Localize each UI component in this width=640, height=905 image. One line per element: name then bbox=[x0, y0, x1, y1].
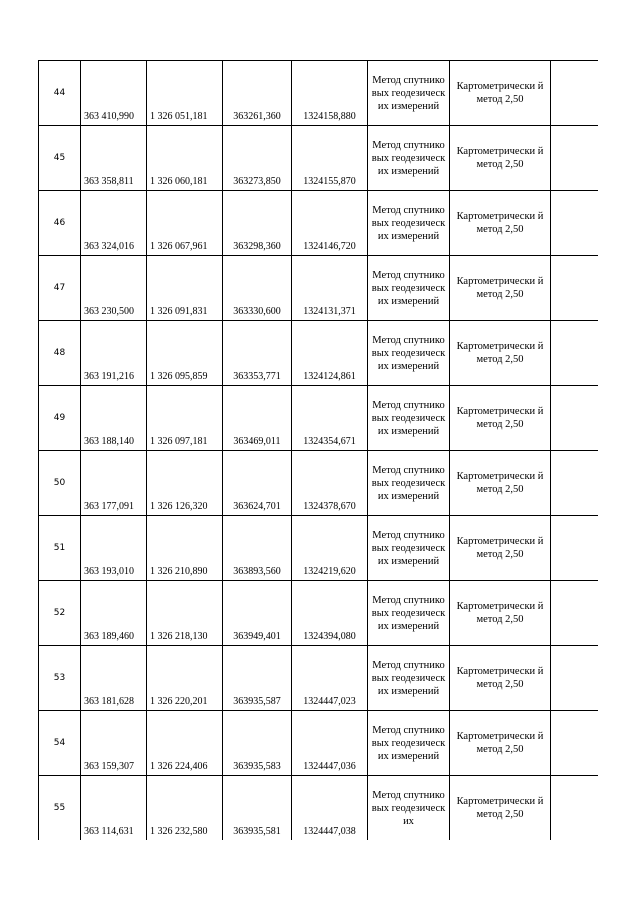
y-new-cell bbox=[292, 451, 368, 516]
accuracy-cell bbox=[450, 191, 551, 256]
table-row bbox=[39, 581, 599, 646]
y-old-cell bbox=[147, 516, 223, 581]
table-row bbox=[39, 191, 599, 256]
accuracy-text: Картометрически й метод 2,50 bbox=[456, 276, 544, 300]
y-new-cell bbox=[292, 711, 368, 776]
method-text: Метод спутниковых геодезических измерений bbox=[371, 269, 446, 307]
y-new-cell bbox=[292, 256, 368, 321]
accuracy-cell bbox=[450, 126, 551, 191]
point-number: 46 bbox=[53, 218, 66, 228]
table-row bbox=[39, 776, 599, 841]
x-new-cell bbox=[223, 646, 292, 711]
table-row bbox=[39, 61, 599, 126]
x-new-cell bbox=[223, 191, 292, 256]
point-number-cell bbox=[39, 321, 81, 386]
accuracy-cell bbox=[450, 776, 551, 841]
x-new-value: 363298,360 bbox=[233, 241, 281, 252]
note-cell bbox=[551, 451, 599, 516]
method-cell bbox=[368, 321, 450, 386]
y-new-value: 1324146,720 bbox=[303, 241, 356, 252]
point-number-cell bbox=[39, 386, 81, 451]
x-old-cell bbox=[81, 451, 147, 516]
y-old-value: 1 326 224,406 bbox=[150, 761, 208, 772]
y-new-value: 1324394,080 bbox=[303, 631, 356, 642]
point-number-cell bbox=[39, 191, 81, 256]
point-number-cell bbox=[39, 451, 81, 516]
x-new-value: 363353,771 bbox=[233, 371, 281, 382]
point-number-cell bbox=[39, 581, 81, 646]
y-old-cell bbox=[147, 191, 223, 256]
y-old-value: 1 326 051,181 bbox=[150, 111, 208, 122]
y-new-cell bbox=[292, 321, 368, 386]
method-cell bbox=[368, 711, 450, 776]
x-new-cell bbox=[223, 321, 292, 386]
note-cell bbox=[551, 646, 599, 711]
accuracy-cell bbox=[450, 61, 551, 126]
x-new-value: 363893,560 bbox=[233, 566, 281, 577]
note-cell bbox=[551, 711, 599, 776]
point-number-cell bbox=[39, 711, 81, 776]
method-cell bbox=[368, 126, 450, 191]
y-old-value: 1 326 067,961 bbox=[150, 241, 208, 252]
point-number-cell bbox=[39, 646, 81, 711]
point-number-cell bbox=[39, 776, 81, 841]
accuracy-cell bbox=[450, 451, 551, 516]
x-old-value: 363 193,010 bbox=[84, 566, 134, 577]
coordinates-table bbox=[38, 60, 598, 840]
accuracy-text: Картометрически й метод 2,50 bbox=[456, 731, 544, 755]
note-cell bbox=[551, 581, 599, 646]
y-old-value: 1 326 097,181 bbox=[150, 436, 208, 447]
x-new-value: 363330,600 bbox=[233, 306, 281, 317]
y-new-value: 1324219,620 bbox=[303, 566, 356, 577]
x-old-cell bbox=[81, 386, 147, 451]
y-new-cell bbox=[292, 126, 368, 191]
method-text: Метод спутниковых геодезических измерений bbox=[371, 594, 446, 632]
accuracy-text: Картометрически й метод 2,50 bbox=[456, 406, 544, 430]
y-old-value: 1 326 210,890 bbox=[150, 566, 208, 577]
x-new-value: 363273,850 bbox=[233, 176, 281, 187]
table-row bbox=[39, 321, 599, 386]
x-new-cell bbox=[223, 581, 292, 646]
point-number: 47 bbox=[53, 283, 66, 293]
note-cell bbox=[551, 191, 599, 256]
note-cell bbox=[551, 126, 599, 191]
y-old-value: 1 326 060,181 bbox=[150, 176, 208, 187]
x-old-value: 363 358,811 bbox=[84, 176, 134, 187]
accuracy-cell bbox=[450, 256, 551, 321]
table-row bbox=[39, 516, 599, 581]
y-new-value: 1324354,671 bbox=[303, 436, 356, 447]
x-old-value: 363 230,500 bbox=[84, 306, 134, 317]
x-old-value: 363 191,216 bbox=[84, 371, 134, 382]
accuracy-text: Картометрически й метод 2,50 bbox=[456, 601, 544, 625]
coordinates-table-wrapper bbox=[38, 60, 598, 840]
point-number: 54 bbox=[53, 738, 66, 748]
y-new-cell bbox=[292, 516, 368, 581]
point-number-cell bbox=[39, 256, 81, 321]
y-new-cell bbox=[292, 61, 368, 126]
y-new-value: 1324155,870 bbox=[303, 176, 356, 187]
accuracy-text: Картометрически й метод 2,50 bbox=[456, 536, 544, 560]
note-cell bbox=[551, 516, 599, 581]
method-text: Метод спутниковых геодезических измерений bbox=[371, 464, 446, 502]
method-cell bbox=[368, 516, 450, 581]
x-old-value: 363 177,091 bbox=[84, 501, 134, 512]
point-number: 53 bbox=[53, 673, 66, 683]
point-number: 50 bbox=[53, 478, 66, 488]
x-new-cell bbox=[223, 451, 292, 516]
y-new-value: 1324447,038 bbox=[303, 826, 356, 837]
method-cell bbox=[368, 646, 450, 711]
method-cell bbox=[368, 256, 450, 321]
x-new-value: 363949,401 bbox=[233, 631, 281, 642]
x-new-value: 363935,583 bbox=[233, 761, 281, 772]
note-cell bbox=[551, 386, 599, 451]
x-old-cell bbox=[81, 321, 147, 386]
accuracy-cell bbox=[450, 321, 551, 386]
y-old-cell bbox=[147, 126, 223, 191]
method-cell bbox=[368, 776, 450, 841]
accuracy-text: Картометрически й метод 2,50 bbox=[456, 666, 544, 690]
x-new-value: 363624,701 bbox=[233, 501, 281, 512]
method-text: Метод спутниковых геодезических bbox=[371, 789, 446, 827]
method-text: Метод спутниковых геодезических измерений bbox=[371, 399, 446, 437]
x-new-cell bbox=[223, 776, 292, 841]
method-text: Метод спутниковых геодезических измерений bbox=[371, 724, 446, 762]
point-number-cell bbox=[39, 516, 81, 581]
method-cell bbox=[368, 386, 450, 451]
x-new-cell bbox=[223, 386, 292, 451]
table-row bbox=[39, 646, 599, 711]
point-number: 48 bbox=[53, 348, 66, 358]
table-row bbox=[39, 451, 599, 516]
x-old-value: 363 114,631 bbox=[84, 826, 134, 837]
accuracy-text: Картометрически й метод 2,50 bbox=[456, 341, 544, 365]
x-old-cell bbox=[81, 646, 147, 711]
x-old-cell bbox=[81, 711, 147, 776]
y-new-value: 1324447,036 bbox=[303, 761, 356, 772]
method-text: Метод спутниковых геодезических измерений bbox=[371, 204, 446, 242]
table-row bbox=[39, 256, 599, 321]
y-new-cell bbox=[292, 646, 368, 711]
x-new-value: 363261,360 bbox=[233, 111, 281, 122]
accuracy-cell bbox=[450, 646, 551, 711]
method-cell bbox=[368, 61, 450, 126]
x-new-cell bbox=[223, 126, 292, 191]
method-text: Метод спутниковых геодезических измерений bbox=[371, 74, 446, 112]
y-new-value: 1324447,023 bbox=[303, 696, 356, 707]
y-new-value: 1324124,861 bbox=[303, 371, 356, 382]
x-old-cell bbox=[81, 126, 147, 191]
y-old-value: 1 326 126,320 bbox=[150, 501, 208, 512]
point-number-cell bbox=[39, 61, 81, 126]
y-old-cell bbox=[147, 646, 223, 711]
y-new-value: 1324158,880 bbox=[303, 111, 356, 122]
y-new-cell bbox=[292, 581, 368, 646]
note-cell bbox=[551, 776, 599, 841]
accuracy-cell bbox=[450, 386, 551, 451]
x-old-value: 363 188,140 bbox=[84, 436, 134, 447]
x-old-cell bbox=[81, 516, 147, 581]
table-row bbox=[39, 386, 599, 451]
y-old-cell bbox=[147, 386, 223, 451]
x-old-cell bbox=[81, 581, 147, 646]
x-new-value: 363935,587 bbox=[233, 696, 281, 707]
x-old-cell bbox=[81, 191, 147, 256]
method-text: Метод спутниковых геодезических измерений bbox=[371, 334, 446, 372]
x-new-value: 363469,011 bbox=[233, 436, 281, 447]
y-old-value: 1 326 220,201 bbox=[150, 696, 208, 707]
note-cell bbox=[551, 61, 599, 126]
point-number: 49 bbox=[53, 413, 66, 423]
table-row bbox=[39, 711, 599, 776]
y-new-value: 1324378,670 bbox=[303, 501, 356, 512]
x-old-value: 363 159,307 bbox=[84, 761, 134, 772]
y-old-value: 1 326 091,831 bbox=[150, 306, 208, 317]
x-new-cell bbox=[223, 256, 292, 321]
note-cell bbox=[551, 256, 599, 321]
method-cell bbox=[368, 581, 450, 646]
x-old-value: 363 324,016 bbox=[84, 241, 134, 252]
y-old-cell bbox=[147, 321, 223, 386]
accuracy-text: Картометрически й метод 2,50 bbox=[456, 796, 544, 820]
point-number-cell bbox=[39, 126, 81, 191]
accuracy-text: Картометрически й метод 2,50 bbox=[456, 211, 544, 235]
y-new-cell bbox=[292, 386, 368, 451]
y-old-cell bbox=[147, 61, 223, 126]
x-old-cell bbox=[81, 256, 147, 321]
y-old-cell bbox=[147, 711, 223, 776]
y-new-value: 1324131,371 bbox=[303, 306, 356, 317]
point-number: 52 bbox=[53, 608, 66, 618]
x-old-cell bbox=[81, 61, 147, 126]
x-old-value: 363 189,460 bbox=[84, 631, 134, 642]
method-text: Метод спутниковых геодезических измерений bbox=[371, 659, 446, 697]
accuracy-cell bbox=[450, 516, 551, 581]
x-new-cell bbox=[223, 711, 292, 776]
accuracy-cell bbox=[450, 581, 551, 646]
table-row bbox=[39, 126, 599, 191]
method-text: Метод спутниковых геодезических измерений bbox=[371, 139, 446, 177]
point-number: 45 bbox=[53, 153, 66, 163]
y-old-cell bbox=[147, 451, 223, 516]
method-text: Метод спутниковых геодезических измерений bbox=[371, 529, 446, 567]
y-new-cell bbox=[292, 776, 368, 841]
y-new-cell bbox=[292, 191, 368, 256]
accuracy-text: Картометрически й метод 2,50 bbox=[456, 146, 544, 170]
y-old-cell bbox=[147, 581, 223, 646]
table-body bbox=[39, 61, 599, 841]
accuracy-text: Картометрически й метод 2,50 bbox=[456, 471, 544, 495]
y-old-value: 1 326 095,859 bbox=[150, 371, 208, 382]
y-old-cell bbox=[147, 776, 223, 841]
note-cell bbox=[551, 321, 599, 386]
method-cell bbox=[368, 191, 450, 256]
point-number: 51 bbox=[53, 543, 66, 553]
x-old-value: 363 181,628 bbox=[84, 696, 134, 707]
x-old-cell bbox=[81, 776, 147, 841]
x-new-cell bbox=[223, 61, 292, 126]
y-old-value: 1 326 232,580 bbox=[150, 826, 208, 837]
x-new-cell bbox=[223, 516, 292, 581]
accuracy-text: Картометрически й метод 2,50 bbox=[456, 81, 544, 105]
accuracy-cell bbox=[450, 711, 551, 776]
x-old-value: 363 410,990 bbox=[84, 111, 134, 122]
y-old-value: 1 326 218,130 bbox=[150, 631, 208, 642]
method-cell bbox=[368, 451, 450, 516]
x-new-value: 363935,581 bbox=[233, 826, 281, 837]
point-number: 44 bbox=[53, 88, 66, 98]
y-old-cell bbox=[147, 256, 223, 321]
point-number: 55 bbox=[53, 803, 66, 813]
